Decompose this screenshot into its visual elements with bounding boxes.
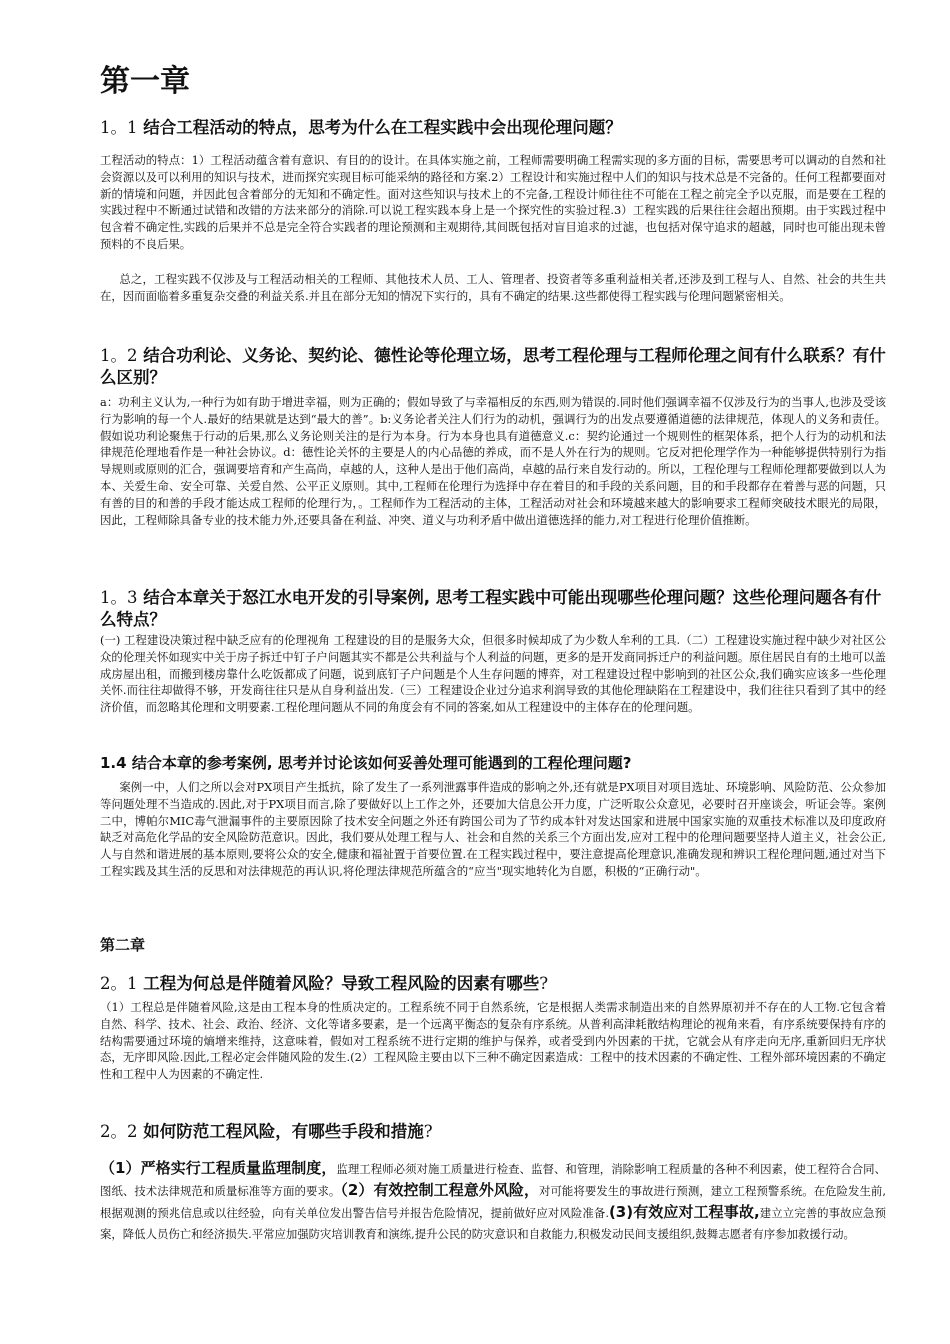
question-2-1-heading bbox=[100, 973, 886, 995]
answer-1-4-paragraph: 案例一中，人们之所以会对PX项目产生抵抗，除了发生了一系列泄露事件造成的影响之外,还有就是PX项目对项目选址、环境影响、风险防范、公众参加等问题处理不当造成的.因此,对于PX项目而言,除了要做好以上工作之外，还要加大信息公开力度，广泛听取公众意见，必要时召开座谈会，听证会等。案例二中，博帕尔MIC毒气泄漏事件的主要原因除了技术安全问题之外还有跨国公司为了节约成本针对发达国家和进展中国家实施的双重技术标准以及印度政府缺乏对高危化学品的安全风险防范意识。因此，我们要从处理工程与人、社会和自然的关系三个方面出发,应对工程中的伦理问题要坚持人道主义，社会公正,人与自然和谐进展的基本原则,要将公众的安全,健康和福祉置于首要位置.在工程实践过程中，要注意提高伦理意识,准确发现和辨识工程伦理问题,通过对当下工程实践及其生活的反思和对法律规范的再认识,将伦理法律规范所蕴含的“应当"现实地转化为自愿，积极的“正确行动"。 bbox=[100, 780, 886, 878]
answer-1-1-paragraph-1: 工程活动的特点：1）工程活动蕴含着有意识、有目的的设计。在具体实施之前，工程师需要明确工程需实现的多方面的目标，需要思考可以调动的自然和社会资源以及可以利用的知识与技术，进而探究实现目标可能采纳的路径和方案.2）工程设计和实施过程中人们的知识与技术总是不完备的。任何工程都要面对新的情境和问题，并因此包含着部分的无知和不确定性。面对这些知识与技术上的不完备,工程设计师往往不可能在工程之前完全予以克服，而是要在工程的实践过程中不断通过试错和改错的方法来部分的消除.可以说工程实践本身上是一个探究性的实验过程.3）工程实践的后果往往会超出预期。由于实践过程中包含着不确定性,实践的后果并不总是完全符合实践者的理论预测和主观期待,其间既包括对盲目追求的过滤，也包括对保守追求的超越，同时也可能出现未曾预料的不良后果。 bbox=[100, 153, 886, 251]
answer-2-2-paragraph bbox=[100, 1158, 886, 1245]
measure-1-text: 监理工程师必须对施工质量进行检查、监督、和管理，消除影响工程质量的各种不利因素，使工程符合合同、图纸、技术法律规范和质量标准等方面的要求。 bbox=[100, 1162, 886, 1198]
question-number: 1。2 bbox=[100, 346, 138, 365]
question-1-2-heading bbox=[100, 345, 886, 389]
measure-1-title: （1）严格实行工程质量监理制度， bbox=[100, 1159, 337, 1177]
question-1-1-heading bbox=[100, 117, 886, 139]
answer-1-3-paragraph: (一) 工程建设决策过程中缺乏应有的伦理视角 工程建设的目的是服务大众，但很多时候却成了为少数人牟利的工具.（二）工程建设实施过程中缺少对社区公众的伦理关怀如现实中关于房子拆迁中钉子户问题其实不都是公共利益与个人利益的问题，更多的是开发商同拆迁户的利益问题。原住居民自有的土地可以盖成房屋出租，而搬到楼房靠什么吃饭都成了问题，说到底钉子户问题是个人生存问题的博弈，对工程建设过程中影响到的社区公众,我们确实应该多一些伦理关怀.而往往却做得不够，开发商往往只是从自身利益出发.（三）工程建设企业过分追求利润导致的其他伦理缺陷在工程建设中，我们往往只看到了其中的经济价值，而忽略其伦理和文明要素.工程伦理问题从不同的角度会有不同的答案,如从工程建设中的主体存在的伦理问题。 bbox=[100, 633, 886, 715]
question-mark: ? bbox=[423, 1122, 433, 1141]
question-title: 结合功利论、义务论、契约论、德性论等伦理立场，思考工程伦理与工程师伦理之间有什么联系？有什么区别？ bbox=[100, 346, 886, 387]
question-title: 工程为何总是伴随着风险？导致工程风险的因素有哪些 bbox=[143, 974, 540, 993]
question-number: 2。2 bbox=[100, 1122, 138, 1141]
answer-2-1-paragraph: （1）工程总是伴随着风险,这是由工程本身的性质决定的。工程系统不同于自然系统，它是根据人类需求制造出来的自然界原初并不存在的人工物.它包含着自然、科学、技术、社会、政治、经济、文化等诸多要素，是一个远离平衡态的复杂有序系统。从普利高津耗散结构理论的视角来看，有序系统要保持有序的结构需要通过环境的熵增来维持，这意味着，假如对工程系统不进行定期的维护与保养，或者受到内外因素的干扰，它就会从有序走向无序,重新回归无序状态，无序即风险.因此,工程必定会伴随风险的发生.(2）工程风险主要由以下三种不确定因素造成：工程中的技术因素的不确定性、工程外部环境因素的不确定性和工程中人为因素的不确定性. bbox=[100, 1000, 886, 1082]
question-title: 如何防范工程风险，有哪些手段和措施 bbox=[143, 1122, 424, 1141]
question-mark: ? bbox=[539, 974, 549, 993]
measure-3-title: (3)有效应对工程事故, bbox=[608, 1203, 760, 1221]
measure-2-text: 对可能将要发生的事故进行预测，建立工程预警系统。在危险发生前,根据观测的预兆信息或以往经验，向有关单位发出警告信号并报告危险情况，提前做好应对风险准备. bbox=[100, 1184, 886, 1220]
question-title: 结合本章的参考案例, 思考并讨论该如何妥善处理可能遇到的工程伦理问题? bbox=[131, 754, 632, 772]
measure-2-title: （2）有效控制工程意外风险， bbox=[340, 1181, 540, 1199]
chapter-2-title: 第二章 bbox=[100, 936, 146, 954]
measure-3-text: 建立立完善的事故应急预案，降低人员伤亡和经济损失.平常应加强防灾培训教育和演练,提升公民的防灾意识和自救能力,积极发动民间支援组织,鼓舞志愿者有序参加救援行动。 bbox=[100, 1206, 886, 1241]
question-title: 结合本章关于怒江水电开发的引导案例, 思考工程实践中可能出现哪些伦理问题？这些伦理问题各有什么特点？ bbox=[100, 588, 882, 629]
question-number: 1.4 bbox=[100, 754, 127, 772]
question-number: 1。1 bbox=[100, 118, 138, 137]
question-title: 结合工程活动的特点，思考为什么在工程实践中会出现伦理问题？ bbox=[143, 118, 622, 137]
question-1-4-heading bbox=[100, 753, 886, 773]
answer-1-2-paragraph: a：功利主义认为,一种行为如有助于增进幸福，则为正确的；假如导致了与幸福相反的东西,则为错误的.同时他们强调幸福不仅涉及行为的当事人,也涉及受该行为影响的每一个人.最好的结果就是达到“最大的善”。b:义务论者关注人们行为的动机，强调行为的出发点要遵循道德的法律规范，体现人的义务和责任。假如说功利论聚焦于行动的后果,那么义务论则关注的是行为本身。行为本身也具有道德意义.c：契约论通过一个规则性的框架体系，把个人行为的动机和法律规范伦理地看作是一种社会协议。d：德性论关怀的主要是人的内心品德的养成，而不是人外在行为的规则。它反对把伦理学作为一种能够提供特别行为指导规则或原则的汇合，强调要培育和产生高尚，卓越的人，这种人是出于他们高尚，卓越的品行来自发行动的。所以，工程伦理与工程师伦理都要做到以人为本、关爱生命、安全可靠、关爱自然、公平正义原则。其中,工程师在伦理行为选择中存在着目的和手段的关系问题，目的和手段都存在着善与恶的问题，只有善的目的和善的手段才能达成工程师的伦理行为，。工程师作为工程活动的主体，工程活动对社会和环境越来越大的影响要求工程师突破技术眼光的局限，因此，工程师除具备专业的技术能力外,还要具备在利益、冲突、道义与功利矛盾中做出道德选择的能力,对工程进行伦理价值推断。 bbox=[100, 395, 886, 527]
chapter-1-title: 第一章 bbox=[100, 64, 190, 99]
answer-1-1-paragraph-2: 总之，工程实践不仅涉及与工程活动相关的工程师、其他技术人员、工人、管理者、投资者等多重利益相关者,还涉及到工程与人、自然、社会的共生共在，因而面临着多重复杂交叠的利益关系.并且在部分无知的情况下实行的，具有不确定的结果.这些都使得工程实践与伦理问题紧密相关。 bbox=[100, 272, 886, 303]
question-number: 2。1 bbox=[100, 974, 138, 993]
question-2-2-heading bbox=[100, 1121, 886, 1143]
question-1-3-heading bbox=[100, 587, 886, 631]
question-number: 1。3 bbox=[100, 588, 138, 607]
